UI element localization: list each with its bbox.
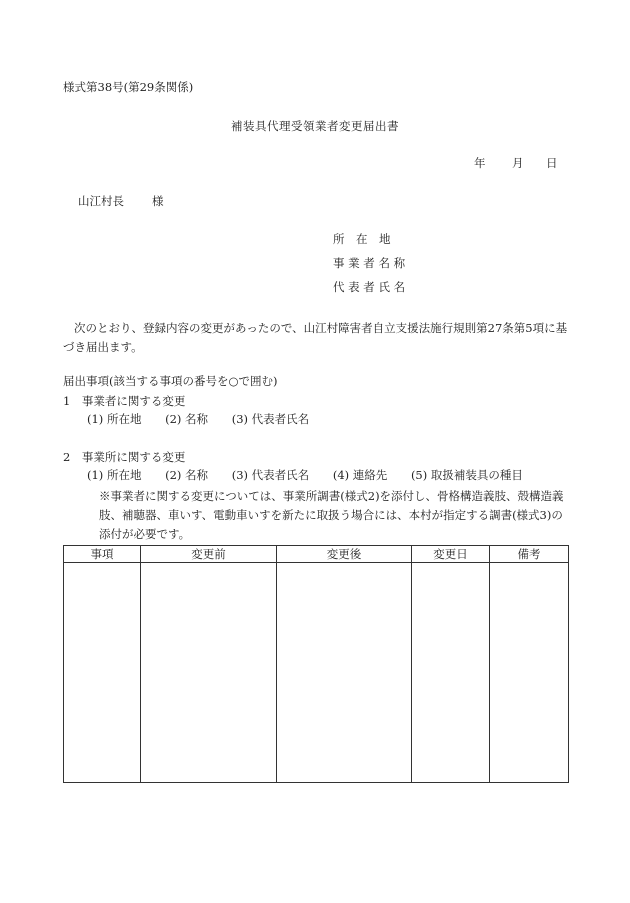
- date-year-label: 年: [474, 156, 486, 170]
- section2-note: ※事業者に関する変更については、事業所調書(様式2)を添付し、骨格構造義肢、殻構造義肢、補聴器、車いす、電動車いすを新たに取扱う場合には、本村が指定する調書(様式3)の添付が必要です。: [99, 489, 564, 541]
- table-cell-before[interactable]: [141, 563, 277, 783]
- section2-item: (5) 取扱補装具の種目: [410, 468, 523, 482]
- form-number: 様式第38号(第29条関係): [63, 80, 194, 94]
- section2-title: 2 事業所に関する変更: [63, 450, 186, 464]
- table-row: [64, 563, 569, 783]
- section2-item: (1) 所在地: [87, 468, 142, 482]
- applicant-representative-label: 代 表 者 氏 名: [333, 280, 406, 294]
- date-month-label: 月: [512, 156, 524, 170]
- applicant-fields: [333, 231, 405, 303]
- section1-title: 1 事業者に関する変更: [63, 394, 186, 408]
- date-line: [474, 155, 558, 171]
- date-day-label: 日: [546, 156, 558, 170]
- table-header-before: 変更前: [141, 546, 277, 563]
- table-cell-item[interactable]: [64, 563, 141, 783]
- table-header-date: 変更日: [412, 546, 490, 563]
- section2-items: [87, 467, 543, 483]
- changes-table: [63, 545, 569, 783]
- body-text: 次のとおり、登録内容の変更があったので、山江村障害者自立支援法施行規則第27条第5項に基づき届出ます。: [63, 321, 568, 354]
- table-cell-remarks[interactable]: [490, 563, 569, 783]
- section1-item: (2) 名称: [165, 412, 209, 426]
- notice-heading: 届出事項(該当する事項の番号を○で囲む): [63, 374, 278, 388]
- addressee: [78, 193, 164, 209]
- addressee-name: 山江村長: [78, 194, 124, 208]
- applicant-business-name-label: 事 業 者 名 称: [333, 256, 406, 270]
- section2-item: (4) 連絡先: [332, 468, 388, 482]
- table-header-remarks: 備考: [490, 546, 569, 563]
- table-cell-after[interactable]: [277, 563, 412, 783]
- section1-item: (1) 所在地: [87, 412, 142, 426]
- table-cell-date[interactable]: [412, 563, 490, 783]
- document-title: 補装具代理受領業者変更届出書: [231, 119, 399, 133]
- section2-item: (2) 名称: [165, 468, 209, 482]
- section1-items: [87, 411, 329, 427]
- table-header-after: 変更後: [277, 546, 412, 563]
- table-header-item: 事項: [64, 546, 141, 563]
- applicant-address-label: 所 在 地: [333, 232, 391, 246]
- section2-item: (3) 代表者氏名: [231, 468, 310, 482]
- section1-item: (3) 代表者氏名: [231, 412, 310, 426]
- addressee-honorific: 様: [152, 194, 164, 208]
